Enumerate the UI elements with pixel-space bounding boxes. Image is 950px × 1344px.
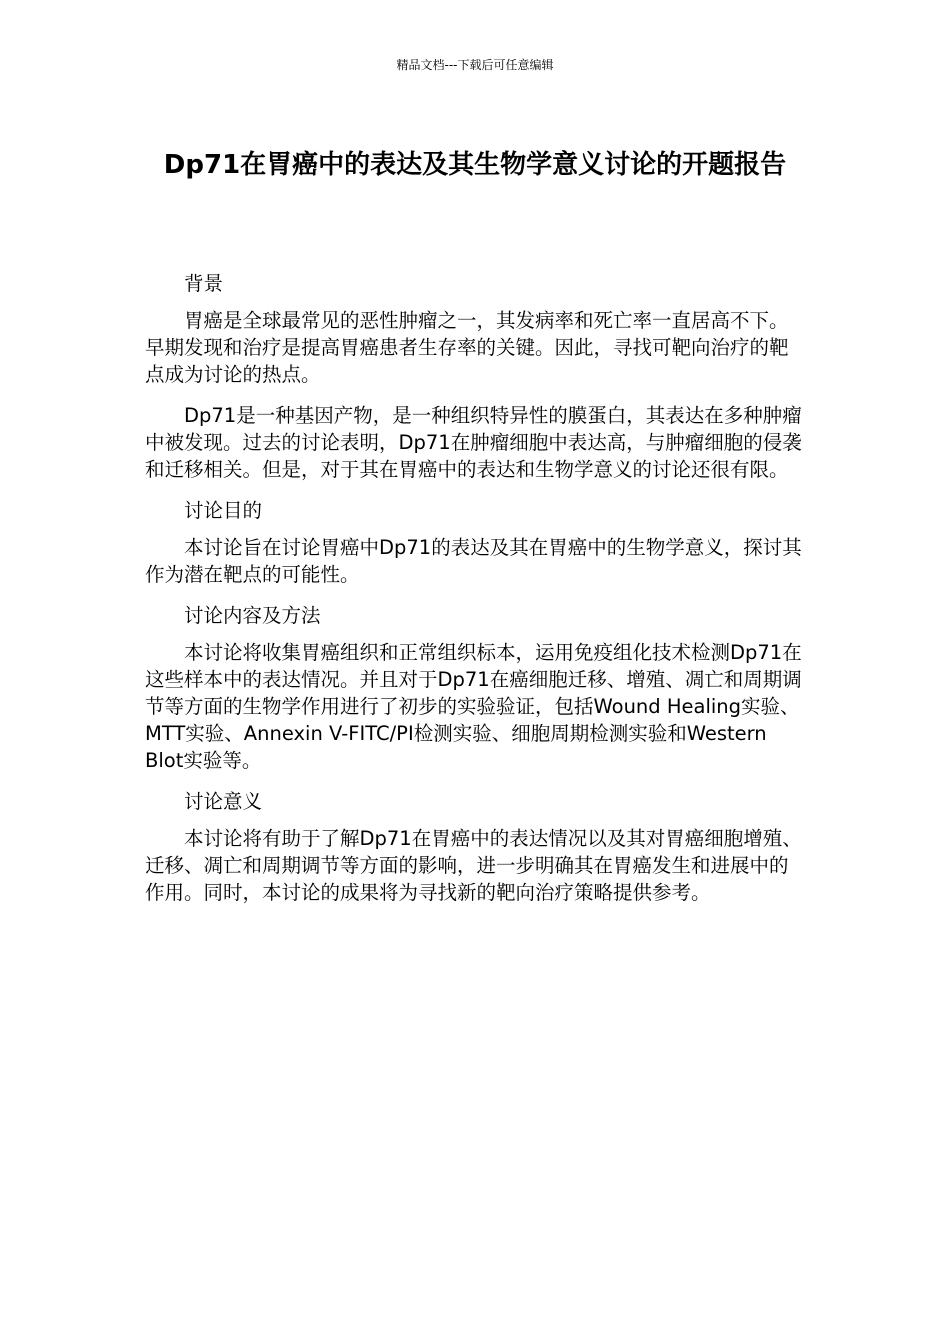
section-heading-purpose: 讨论目的 bbox=[184, 499, 263, 522]
purpose-paragraph: 本讨论旨在讨论胃癌中Dp71的表达及其在胃癌中的生物学意义，探讨其作为潜在靶点的可能性。 bbox=[145, 536, 802, 586]
document-title: Dp71在胃癌中的表达及其生物学意义讨论的开题报告 bbox=[163, 150, 787, 180]
background-paragraph-2: Dp71是一种基因产物，是一种组织特异性的膜蛋白，其表达在多种肿瘤中被发现。过去的讨论表明，Dp71在肿瘤细胞中表达高，与肿瘤细胞的侵袭和迁移相关。但是，对于其在胃癌中的表达和生物学意义的讨论还很有限。 bbox=[145, 404, 802, 481]
section-heading-significance: 讨论意义 bbox=[184, 790, 263, 813]
background-paragraph-1: 胃癌是全球最常见的恶性肿瘤之一，其发病率和死亡率一直居高不下。早期发现和治疗是提高胃癌患者生存率的关键。因此，寻找可靶向治疗的靶点成为讨论的热点。 bbox=[145, 309, 789, 386]
significance-paragraph: 本讨论将有助于了解Dp71在胃癌中的表达情况以及其对胃癌细胞增殖、迁移、凋亡和周期调节等方面的影响，进一步明确其在胃癌发生和进展中的作用。同时，本讨论的成果将为寻找新的靶向治疗策略提供参考。 bbox=[145, 827, 802, 904]
document-body bbox=[145, 270, 807, 920]
section-heading-methods: 讨论内容及方法 bbox=[184, 604, 321, 627]
section-heading-background: 背景 bbox=[184, 272, 224, 295]
methods-paragraph: 本讨论将收集胃癌组织和正常组织标本，运用免疫组化技术检测Dp71在这些样本中的表达情况。并且对于Dp71在癌细胞迁移、增殖、凋亡和周期调节等方面的生物学作用进行了初步的实验验证，包括Wound Healing实验、MTT实验、Annexin V-FITC/PI检测实验、细胞周期检测实验和Western Blot实验等。 bbox=[145, 641, 802, 772]
header-note: 精品文档---下载后可任意编辑 bbox=[396, 58, 554, 72]
